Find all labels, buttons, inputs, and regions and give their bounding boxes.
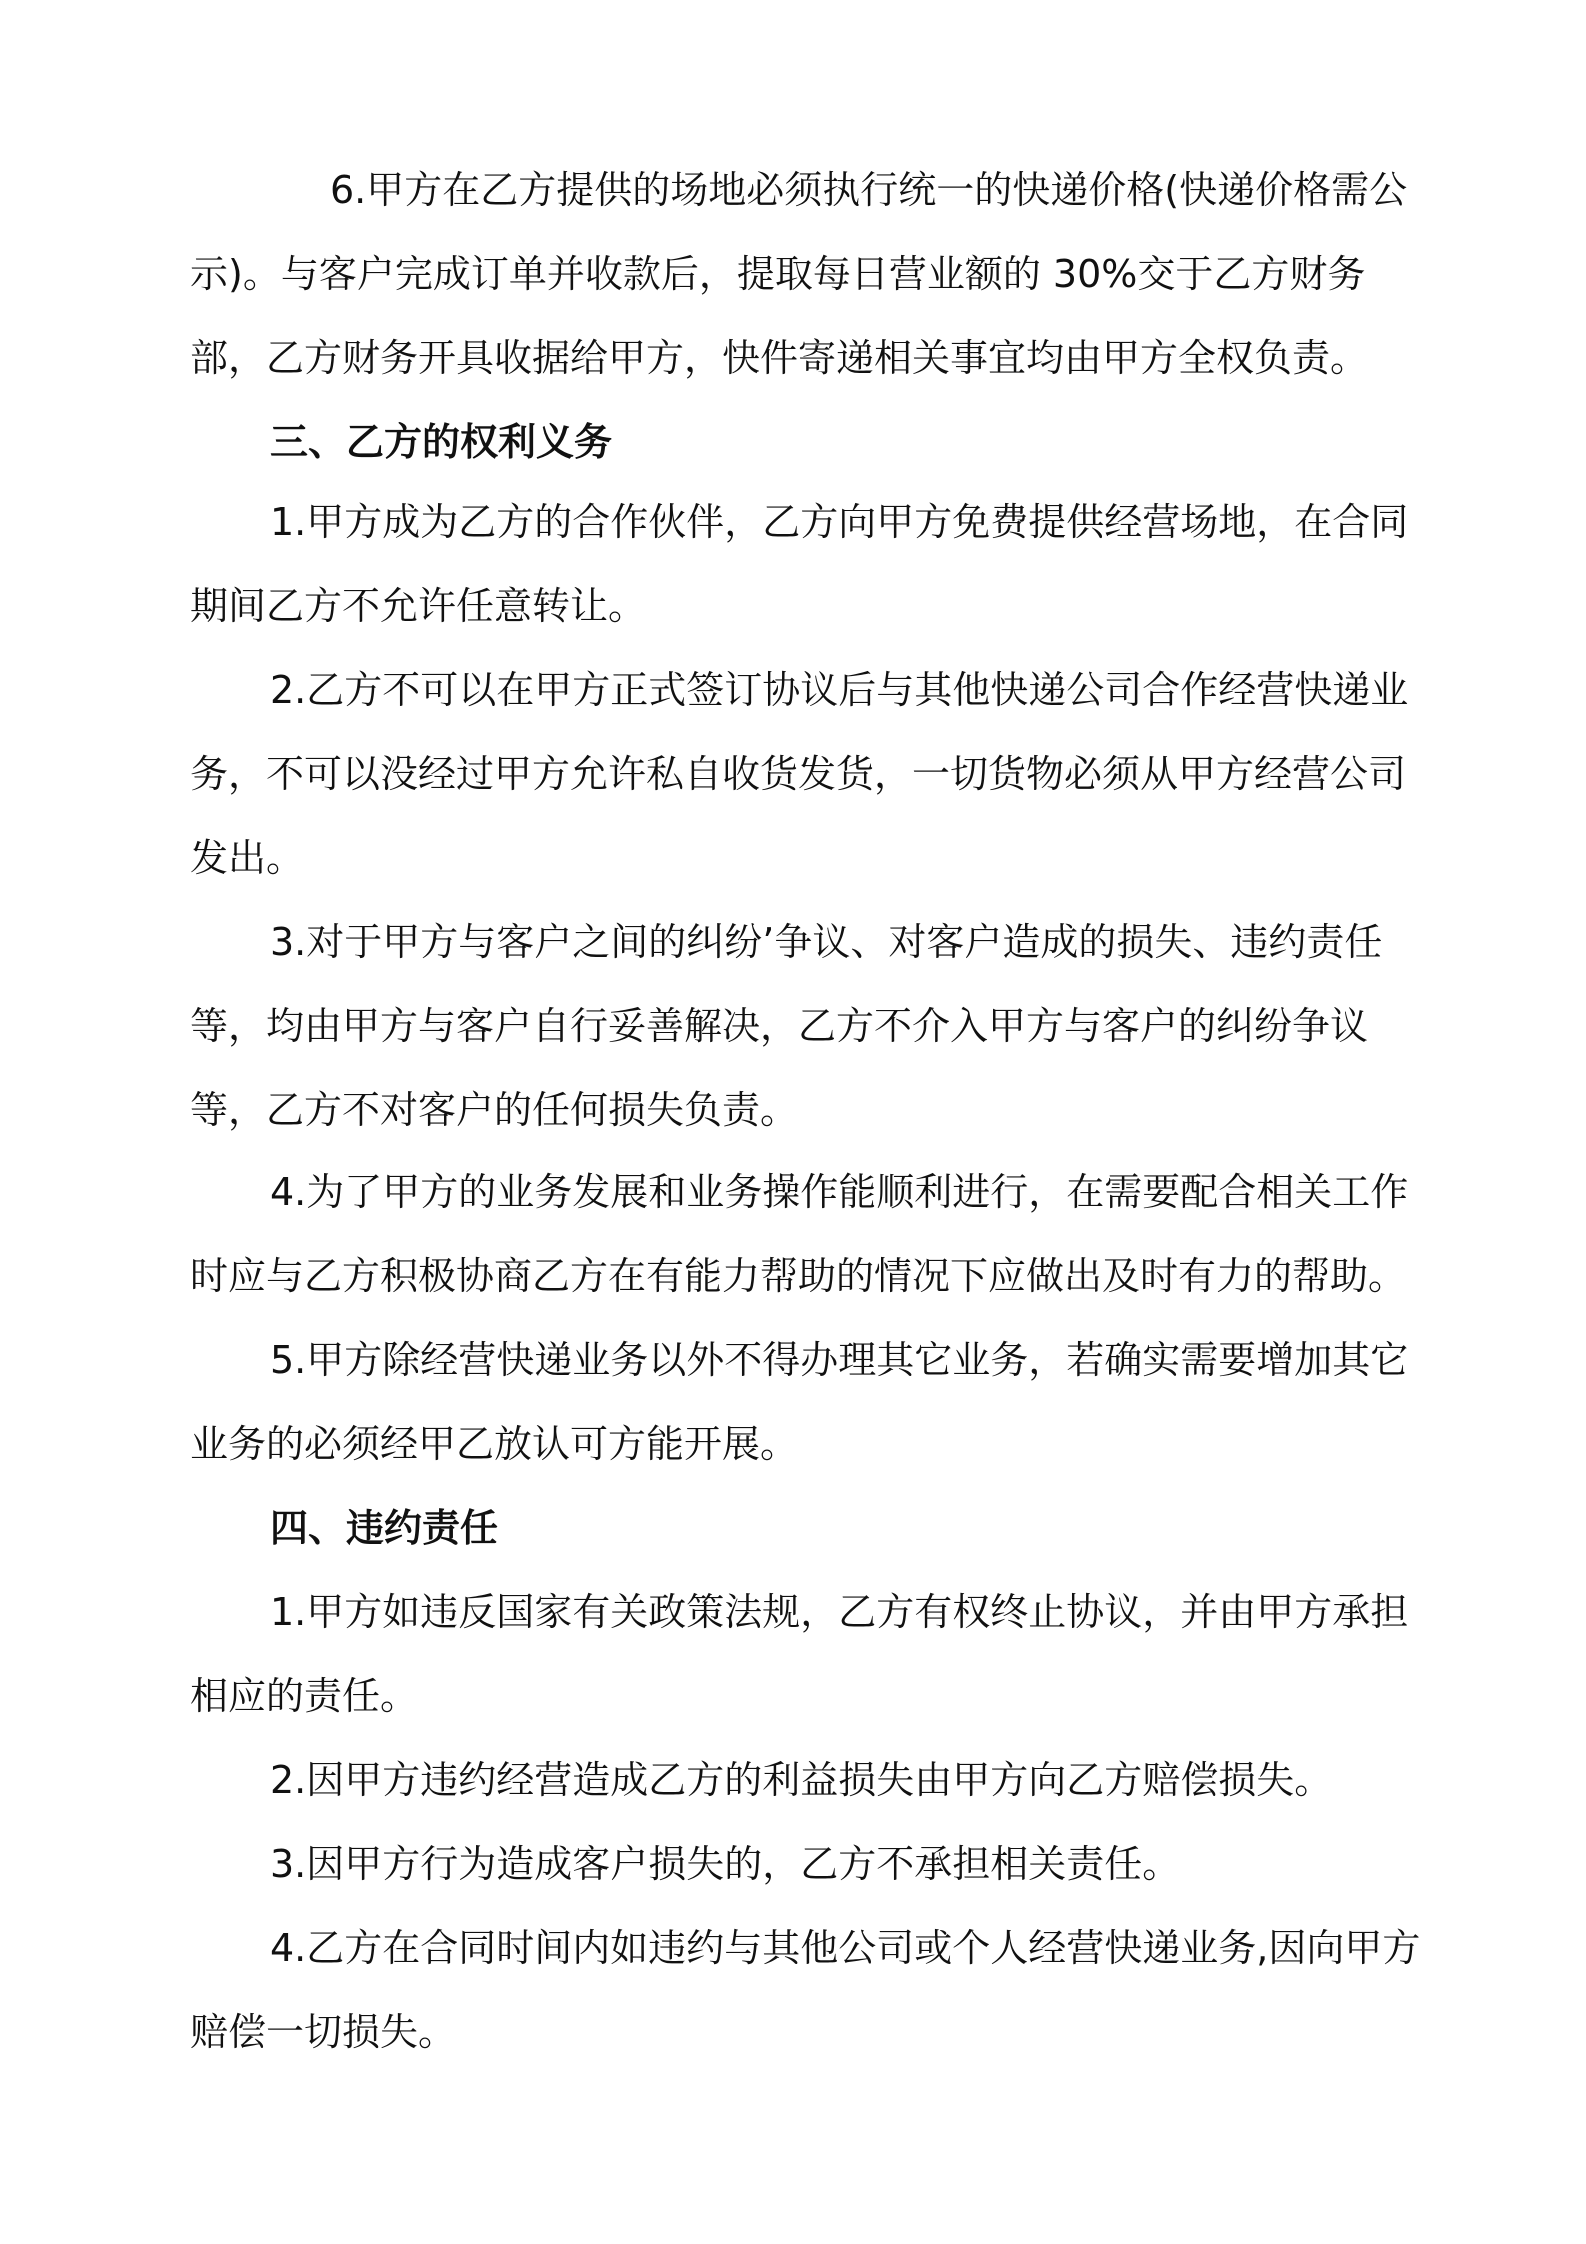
section-heading-obligations: 三、乙方的权利义务 (270, 420, 613, 464)
paragraph-obligation-2: 2.乙方不可以在甲方正式签订协议后与其他快递公司合作经营快递业务，不可以没经过甲方允许私自收货发货，一切货物必须从甲方经营公司发出。 (190, 668, 1409, 880)
paragraph-6-pricing: 6.甲方在乙方提供的场地必须执行统一的快递价格(快递价格需公示)。与客户完成订单并收款后，提取每日营业额的 30%交于乙方财务部，乙方财务开具收据给甲方，快件寄递相关事宜均由甲方全权负责。 (190, 168, 1408, 380)
paragraph-obligation-5: 5.甲方除经营快递业务以外不得办理其它业务，若确实需要增加其它业务的必须经甲乙放认可方能开展。 (190, 1338, 1409, 1466)
section-heading-liability: 四、违约责任 (270, 1506, 499, 1550)
paragraph-obligation-4: 4.为了甲方的业务发展和业务操作能顺利进行，在需要配合相关工作时应与乙方积极协商乙方在有能力帮助的情况下应做出及时有力的帮助。 (190, 1170, 1409, 1298)
paragraph-liability-2: 2.因甲方违约经营造成乙方的利益损失由甲方向乙方赔偿损失。 (270, 1758, 1333, 1802)
paragraph-liability-3: 3.因甲方行为造成客户损失的，乙方不承担相关责任。 (270, 1842, 1181, 1886)
paragraph-liability-1: 1.甲方如违反国家有关政策法规，乙方有权终止协议，并由甲方承担相应的责任。 (190, 1590, 1409, 1718)
paragraph-obligation-3: 3.对于甲方与客户之间的纠纷’争议、对客户造成的损失、违约责任等，均由甲方与客户自行妥善解决，乙方不介入甲方与客户的纠纷争议等，乙方不对客户的任何损失负责。 (190, 920, 1383, 1132)
paragraph-obligation-1: 1.甲方成为乙方的合作伙伴，乙方向甲方免费提供经营场地，在合同期间乙方不允许任意转让。 (190, 500, 1409, 628)
paragraph-liability-4: 4.乙方在合同时间内如违约与其他公司或个人经营快递业务,因向甲方赔偿一切损失。 (190, 1926, 1421, 2054)
